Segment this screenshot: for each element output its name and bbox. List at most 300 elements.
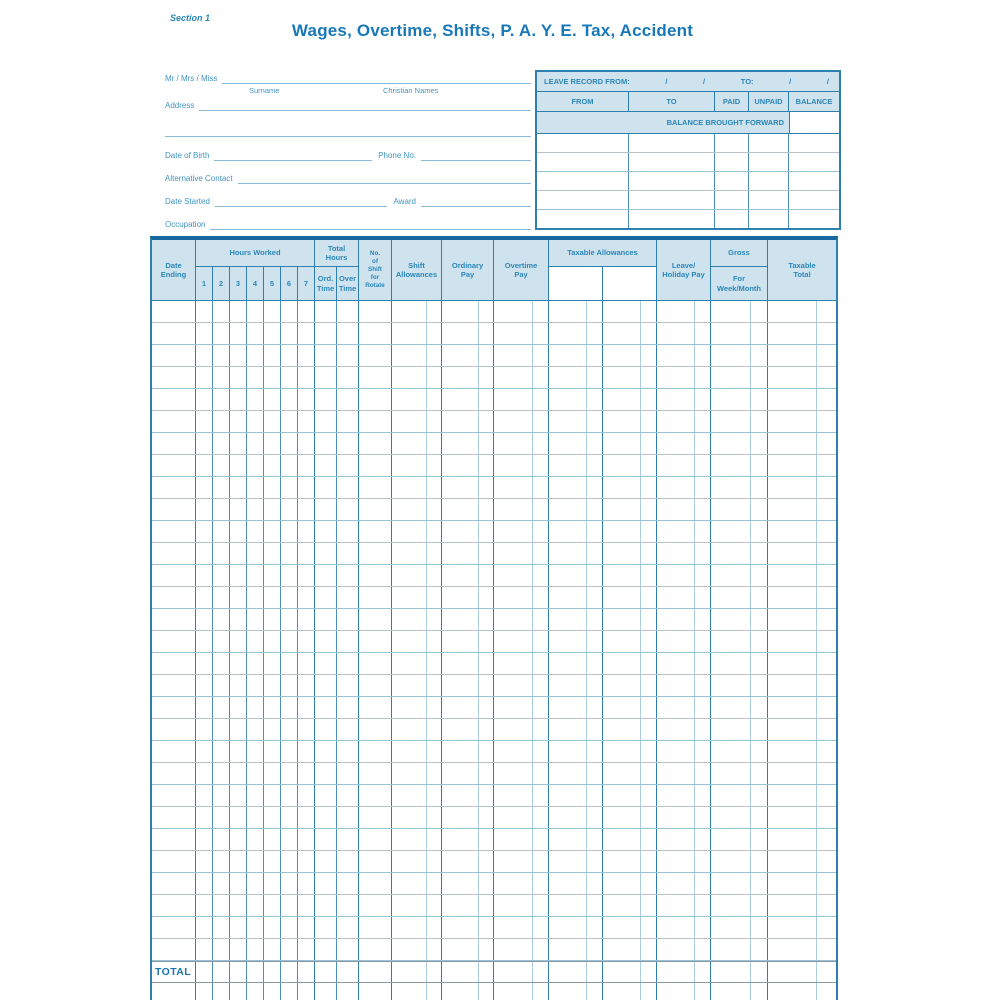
- body-cell-total-hours[interactable]: [315, 807, 337, 828]
- body-cell-date-ending[interactable]: [152, 433, 196, 454]
- body-cell-hours-worked[interactable]: [247, 631, 264, 652]
- body-cell-hours-worked[interactable]: [213, 719, 230, 740]
- body-cell-hours-worked[interactable]: [298, 741, 315, 762]
- body-cell-hours-worked[interactable]: [247, 719, 264, 740]
- body-cell-hours-worked[interactable]: [264, 829, 281, 850]
- body-cell-taxable-total[interactable]: [768, 895, 836, 916]
- total-cell-hours-worked[interactable]: [247, 962, 264, 982]
- body-cell-taxable-allowances[interactable]: [549, 521, 603, 542]
- leave-record-cell[interactable]: [715, 172, 749, 190]
- body-cell-shift-number[interactable]: [359, 323, 392, 344]
- body-cell-leave-holiday-pay[interactable]: [657, 983, 711, 1000]
- body-cell-hours-worked[interactable]: [213, 345, 230, 366]
- body-cell-total-hours[interactable]: [337, 631, 359, 652]
- body-cell-hours-worked[interactable]: [264, 807, 281, 828]
- body-cell-shift-number[interactable]: [359, 565, 392, 586]
- body-cell-shift-number[interactable]: [359, 587, 392, 608]
- body-cell-hours-worked[interactable]: [247, 785, 264, 806]
- body-cell-ordinary-pay[interactable]: [442, 763, 494, 784]
- body-cell-date-ending[interactable]: [152, 477, 196, 498]
- body-cell-taxable-total[interactable]: [768, 719, 836, 740]
- body-cell-total-hours[interactable]: [337, 389, 359, 410]
- award-field[interactable]: [421, 196, 531, 207]
- body-cell-gross[interactable]: [711, 895, 768, 916]
- body-cell-ordinary-pay[interactable]: [442, 455, 494, 476]
- balance-brought-forward-cell[interactable]: [789, 112, 839, 133]
- body-cell-hours-worked[interactable]: [264, 389, 281, 410]
- total-cell-hours-worked[interactable]: [281, 962, 298, 982]
- body-cell-hours-worked[interactable]: [230, 301, 247, 322]
- body-cell-ordinary-pay[interactable]: [442, 345, 494, 366]
- body-cell-hours-worked[interactable]: [298, 411, 315, 432]
- body-cell-shift-number[interactable]: [359, 499, 392, 520]
- body-cell-date-ending[interactable]: [152, 697, 196, 718]
- body-cell-hours-worked[interactable]: [264, 785, 281, 806]
- body-cell-hours-worked[interactable]: [213, 433, 230, 454]
- body-cell-hours-worked[interactable]: [196, 609, 213, 630]
- leave-record-cell[interactable]: [629, 153, 715, 171]
- body-cell-hours-worked[interactable]: [213, 763, 230, 784]
- body-cell-total-hours[interactable]: [337, 499, 359, 520]
- body-cell-taxable-allowances[interactable]: [549, 807, 603, 828]
- body-cell-taxable-total[interactable]: [768, 983, 836, 1000]
- body-cell-leave-holiday-pay[interactable]: [657, 675, 711, 696]
- body-cell-hours-worked[interactable]: [298, 719, 315, 740]
- body-cell-taxable-total[interactable]: [768, 675, 836, 696]
- body-cell-overtime-pay[interactable]: [494, 323, 549, 344]
- body-cell-total-hours[interactable]: [337, 917, 359, 938]
- body-cell-hours-worked[interactable]: [230, 411, 247, 432]
- total-cell-hours-worked[interactable]: [213, 962, 230, 982]
- body-cell-hours-worked[interactable]: [298, 565, 315, 586]
- body-cell-taxable-allowances[interactable]: [549, 939, 603, 960]
- total-cell-total-hours[interactable]: [315, 962, 337, 982]
- body-cell-hours-worked[interactable]: [281, 675, 298, 696]
- body-cell-taxable-allowances[interactable]: [603, 411, 657, 432]
- body-cell-shift-number[interactable]: [359, 477, 392, 498]
- body-cell-hours-worked[interactable]: [196, 697, 213, 718]
- body-cell-hours-worked[interactable]: [213, 829, 230, 850]
- body-cell-shift-allowances[interactable]: [392, 807, 442, 828]
- total-cell-date-ending[interactable]: [152, 962, 196, 982]
- body-cell-hours-worked[interactable]: [196, 741, 213, 762]
- body-cell-total-hours[interactable]: [315, 323, 337, 344]
- body-cell-taxable-total[interactable]: [768, 939, 836, 960]
- leave-record-cell[interactable]: [537, 172, 629, 190]
- body-cell-hours-worked[interactable]: [247, 543, 264, 564]
- total-cell-taxable-allowances[interactable]: [603, 962, 657, 982]
- body-cell-overtime-pay[interactable]: [494, 983, 549, 1000]
- body-cell-taxable-allowances[interactable]: [549, 785, 603, 806]
- leave-record-cell[interactable]: [749, 191, 789, 209]
- body-cell-overtime-pay[interactable]: [494, 433, 549, 454]
- body-cell-shift-number[interactable]: [359, 851, 392, 872]
- leave-record-cell[interactable]: [629, 191, 715, 209]
- body-cell-hours-worked[interactable]: [298, 477, 315, 498]
- body-cell-shift-allowances[interactable]: [392, 411, 442, 432]
- body-cell-hours-worked[interactable]: [196, 543, 213, 564]
- body-cell-hours-worked[interactable]: [298, 917, 315, 938]
- body-cell-total-hours[interactable]: [315, 433, 337, 454]
- body-cell-shift-number[interactable]: [359, 521, 392, 542]
- body-cell-shift-allowances[interactable]: [392, 543, 442, 564]
- body-cell-taxable-allowances[interactable]: [549, 763, 603, 784]
- body-cell-hours-worked[interactable]: [247, 807, 264, 828]
- body-cell-shift-allowances[interactable]: [392, 785, 442, 806]
- body-cell-taxable-allowances[interactable]: [603, 389, 657, 410]
- body-cell-hours-worked[interactable]: [247, 477, 264, 498]
- body-cell-taxable-allowances[interactable]: [549, 741, 603, 762]
- body-cell-total-hours[interactable]: [315, 631, 337, 652]
- body-cell-hours-worked[interactable]: [247, 433, 264, 454]
- body-cell-leave-holiday-pay[interactable]: [657, 521, 711, 542]
- total-cell-hours-worked[interactable]: [196, 962, 213, 982]
- body-cell-hours-worked[interactable]: [213, 455, 230, 476]
- body-cell-hours-worked[interactable]: [213, 917, 230, 938]
- body-cell-gross[interactable]: [711, 499, 768, 520]
- body-cell-ordinary-pay[interactable]: [442, 895, 494, 916]
- body-cell-hours-worked[interactable]: [213, 411, 230, 432]
- body-cell-hours-worked[interactable]: [281, 697, 298, 718]
- body-cell-hours-worked[interactable]: [230, 873, 247, 894]
- body-cell-gross[interactable]: [711, 367, 768, 388]
- body-cell-hours-worked[interactable]: [247, 411, 264, 432]
- body-cell-date-ending[interactable]: [152, 939, 196, 960]
- body-cell-hours-worked[interactable]: [264, 543, 281, 564]
- body-cell-ordinary-pay[interactable]: [442, 807, 494, 828]
- body-cell-hours-worked[interactable]: [298, 851, 315, 872]
- body-cell-hours-worked[interactable]: [281, 411, 298, 432]
- body-cell-hours-worked[interactable]: [264, 763, 281, 784]
- body-cell-hours-worked[interactable]: [281, 829, 298, 850]
- body-cell-taxable-allowances[interactable]: [603, 477, 657, 498]
- body-cell-taxable-total[interactable]: [768, 367, 836, 388]
- body-cell-taxable-allowances[interactable]: [549, 455, 603, 476]
- body-cell-date-ending[interactable]: [152, 521, 196, 542]
- body-cell-overtime-pay[interactable]: [494, 631, 549, 652]
- body-cell-taxable-allowances[interactable]: [549, 345, 603, 366]
- body-cell-ordinary-pay[interactable]: [442, 983, 494, 1000]
- body-cell-hours-worked[interactable]: [230, 939, 247, 960]
- body-cell-overtime-pay[interactable]: [494, 411, 549, 432]
- body-cell-hours-worked[interactable]: [196, 675, 213, 696]
- body-cell-gross[interactable]: [711, 543, 768, 564]
- body-cell-overtime-pay[interactable]: [494, 851, 549, 872]
- body-cell-hours-worked[interactable]: [196, 983, 213, 1000]
- leave-record-cell[interactable]: [749, 172, 789, 190]
- header-sub-blank[interactable]: [603, 267, 656, 300]
- body-cell-hours-worked[interactable]: [230, 719, 247, 740]
- body-cell-leave-holiday-pay[interactable]: [657, 367, 711, 388]
- body-cell-hours-worked[interactable]: [264, 411, 281, 432]
- body-cell-hours-worked[interactable]: [298, 939, 315, 960]
- body-cell-shift-number[interactable]: [359, 389, 392, 410]
- body-cell-hours-worked[interactable]: [298, 829, 315, 850]
- body-cell-taxable-allowances[interactable]: [603, 763, 657, 784]
- body-cell-hours-worked[interactable]: [298, 609, 315, 630]
- body-cell-hours-worked[interactable]: [196, 873, 213, 894]
- body-cell-taxable-allowances[interactable]: [603, 697, 657, 718]
- total-cell-hours-worked[interactable]: [230, 962, 247, 982]
- body-cell-hours-worked[interactable]: [247, 653, 264, 674]
- body-cell-hours-worked[interactable]: [247, 697, 264, 718]
- body-cell-hours-worked[interactable]: [281, 939, 298, 960]
- body-cell-taxable-total[interactable]: [768, 543, 836, 564]
- body-cell-overtime-pay[interactable]: [494, 917, 549, 938]
- body-cell-ordinary-pay[interactable]: [442, 829, 494, 850]
- body-cell-total-hours[interactable]: [315, 719, 337, 740]
- body-cell-hours-worked[interactable]: [264, 455, 281, 476]
- body-cell-hours-worked[interactable]: [281, 741, 298, 762]
- body-cell-date-ending[interactable]: [152, 741, 196, 762]
- body-cell-total-hours[interactable]: [315, 499, 337, 520]
- body-cell-hours-worked[interactable]: [196, 521, 213, 542]
- body-cell-taxable-allowances[interactable]: [549, 917, 603, 938]
- body-cell-hours-worked[interactable]: [230, 763, 247, 784]
- body-cell-hours-worked[interactable]: [247, 521, 264, 542]
- body-cell-taxable-total[interactable]: [768, 477, 836, 498]
- body-cell-total-hours[interactable]: [315, 543, 337, 564]
- body-cell-hours-worked[interactable]: [196, 455, 213, 476]
- body-cell-hours-worked[interactable]: [230, 543, 247, 564]
- body-cell-hours-worked[interactable]: [298, 455, 315, 476]
- body-cell-overtime-pay[interactable]: [494, 719, 549, 740]
- body-cell-taxable-allowances[interactable]: [549, 609, 603, 630]
- body-cell-ordinary-pay[interactable]: [442, 697, 494, 718]
- body-cell-shift-number[interactable]: [359, 741, 392, 762]
- dob-field[interactable]: [214, 150, 372, 161]
- body-cell-shift-number[interactable]: [359, 455, 392, 476]
- body-cell-hours-worked[interactable]: [298, 697, 315, 718]
- body-cell-ordinary-pay[interactable]: [442, 675, 494, 696]
- body-cell-total-hours[interactable]: [337, 609, 359, 630]
- body-cell-total-hours[interactable]: [315, 939, 337, 960]
- body-cell-date-ending[interactable]: [152, 719, 196, 740]
- body-cell-total-hours[interactable]: [315, 389, 337, 410]
- body-cell-total-hours[interactable]: [337, 873, 359, 894]
- body-cell-leave-holiday-pay[interactable]: [657, 719, 711, 740]
- body-cell-total-hours[interactable]: [315, 455, 337, 476]
- body-cell-hours-worked[interactable]: [196, 389, 213, 410]
- body-cell-taxable-allowances[interactable]: [603, 829, 657, 850]
- body-cell-hours-worked[interactable]: [230, 851, 247, 872]
- leave-record-cell[interactable]: [789, 191, 839, 209]
- body-cell-total-hours[interactable]: [315, 763, 337, 784]
- body-cell-shift-allowances[interactable]: [392, 521, 442, 542]
- body-cell-hours-worked[interactable]: [196, 323, 213, 344]
- body-cell-hours-worked[interactable]: [264, 499, 281, 520]
- body-cell-total-hours[interactable]: [337, 587, 359, 608]
- body-cell-hours-worked[interactable]: [298, 389, 315, 410]
- body-cell-leave-holiday-pay[interactable]: [657, 455, 711, 476]
- body-cell-overtime-pay[interactable]: [494, 345, 549, 366]
- body-cell-total-hours[interactable]: [337, 829, 359, 850]
- body-cell-hours-worked[interactable]: [213, 895, 230, 916]
- body-cell-hours-worked[interactable]: [196, 631, 213, 652]
- body-cell-overtime-pay[interactable]: [494, 543, 549, 564]
- date-started-field[interactable]: [215, 196, 388, 207]
- body-cell-hours-worked[interactable]: [213, 565, 230, 586]
- body-cell-hours-worked[interactable]: [196, 301, 213, 322]
- body-cell-taxable-total[interactable]: [768, 807, 836, 828]
- body-cell-total-hours[interactable]: [337, 719, 359, 740]
- leave-record-cell[interactable]: [715, 210, 749, 228]
- body-cell-overtime-pay[interactable]: [494, 675, 549, 696]
- body-cell-hours-worked[interactable]: [281, 345, 298, 366]
- body-cell-hours-worked[interactable]: [247, 609, 264, 630]
- body-cell-total-hours[interactable]: [337, 697, 359, 718]
- body-cell-hours-worked[interactable]: [264, 653, 281, 674]
- body-cell-hours-worked[interactable]: [230, 697, 247, 718]
- body-cell-leave-holiday-pay[interactable]: [657, 851, 711, 872]
- body-cell-hours-worked[interactable]: [264, 851, 281, 872]
- leave-record-cell[interactable]: [749, 134, 789, 152]
- leave-record-cell[interactable]: [789, 172, 839, 190]
- body-cell-hours-worked[interactable]: [230, 521, 247, 542]
- body-cell-hours-worked[interactable]: [298, 807, 315, 828]
- body-cell-hours-worked[interactable]: [247, 917, 264, 938]
- body-cell-taxable-allowances[interactable]: [549, 367, 603, 388]
- body-cell-hours-worked[interactable]: [196, 367, 213, 388]
- body-cell-hours-worked[interactable]: [196, 565, 213, 586]
- body-cell-taxable-allowances[interactable]: [549, 389, 603, 410]
- body-cell-leave-holiday-pay[interactable]: [657, 895, 711, 916]
- total-cell-hours-worked[interactable]: [264, 962, 281, 982]
- body-cell-taxable-allowances[interactable]: [549, 719, 603, 740]
- body-cell-shift-number[interactable]: [359, 785, 392, 806]
- body-cell-total-hours[interactable]: [315, 301, 337, 322]
- body-cell-shift-allowances[interactable]: [392, 323, 442, 344]
- body-cell-overtime-pay[interactable]: [494, 807, 549, 828]
- alt-contact-field[interactable]: [238, 173, 531, 184]
- body-cell-gross[interactable]: [711, 719, 768, 740]
- body-cell-gross[interactable]: [711, 983, 768, 1000]
- body-cell-ordinary-pay[interactable]: [442, 851, 494, 872]
- body-cell-overtime-pay[interactable]: [494, 499, 549, 520]
- body-cell-shift-allowances[interactable]: [392, 675, 442, 696]
- body-cell-taxable-total[interactable]: [768, 697, 836, 718]
- total-cell-overtime-pay[interactable]: [494, 962, 549, 982]
- body-cell-leave-holiday-pay[interactable]: [657, 587, 711, 608]
- body-cell-taxable-allowances[interactable]: [603, 895, 657, 916]
- total-cell-taxable-total[interactable]: [768, 962, 836, 982]
- body-cell-gross[interactable]: [711, 433, 768, 454]
- body-cell-overtime-pay[interactable]: [494, 939, 549, 960]
- body-cell-total-hours[interactable]: [337, 455, 359, 476]
- body-cell-taxable-allowances[interactable]: [549, 301, 603, 322]
- body-cell-hours-worked[interactable]: [247, 741, 264, 762]
- body-cell-hours-worked[interactable]: [213, 807, 230, 828]
- body-cell-leave-holiday-pay[interactable]: [657, 763, 711, 784]
- body-cell-shift-allowances[interactable]: [392, 741, 442, 762]
- body-cell-ordinary-pay[interactable]: [442, 939, 494, 960]
- body-cell-hours-worked[interactable]: [281, 587, 298, 608]
- body-cell-taxable-allowances[interactable]: [603, 543, 657, 564]
- body-cell-gross[interactable]: [711, 477, 768, 498]
- body-cell-hours-worked[interactable]: [298, 785, 315, 806]
- body-cell-hours-worked[interactable]: [281, 895, 298, 916]
- body-cell-date-ending[interactable]: [152, 367, 196, 388]
- body-cell-shift-allowances[interactable]: [392, 697, 442, 718]
- body-cell-total-hours[interactable]: [315, 917, 337, 938]
- body-cell-taxable-total[interactable]: [768, 499, 836, 520]
- body-cell-taxable-allowances[interactable]: [603, 785, 657, 806]
- body-cell-shift-allowances[interactable]: [392, 367, 442, 388]
- body-cell-hours-worked[interactable]: [281, 301, 298, 322]
- body-cell-overtime-pay[interactable]: [494, 301, 549, 322]
- body-cell-shift-allowances[interactable]: [392, 433, 442, 454]
- leave-record-cell[interactable]: [789, 210, 839, 228]
- body-cell-date-ending[interactable]: [152, 565, 196, 586]
- body-cell-taxable-allowances[interactable]: [603, 851, 657, 872]
- body-cell-gross[interactable]: [711, 851, 768, 872]
- body-cell-ordinary-pay[interactable]: [442, 521, 494, 542]
- total-cell-hours-worked[interactable]: [298, 962, 315, 982]
- body-cell-hours-worked[interactable]: [264, 323, 281, 344]
- body-cell-hours-worked[interactable]: [298, 675, 315, 696]
- body-cell-hours-worked[interactable]: [213, 653, 230, 674]
- body-cell-hours-worked[interactable]: [298, 543, 315, 564]
- body-cell-leave-holiday-pay[interactable]: [657, 807, 711, 828]
- body-cell-taxable-allowances[interactable]: [549, 895, 603, 916]
- body-cell-taxable-allowances[interactable]: [603, 917, 657, 938]
- leave-record-cell[interactable]: [789, 153, 839, 171]
- body-cell-leave-holiday-pay[interactable]: [657, 917, 711, 938]
- body-cell-taxable-allowances[interactable]: [549, 675, 603, 696]
- body-cell-taxable-allowances[interactable]: [603, 675, 657, 696]
- body-cell-total-hours[interactable]: [315, 609, 337, 630]
- body-cell-leave-holiday-pay[interactable]: [657, 323, 711, 344]
- body-cell-total-hours[interactable]: [337, 895, 359, 916]
- body-cell-total-hours[interactable]: [337, 477, 359, 498]
- body-cell-total-hours[interactable]: [315, 895, 337, 916]
- body-cell-date-ending[interactable]: [152, 785, 196, 806]
- total-cell-taxable-allowances[interactable]: [549, 962, 603, 982]
- body-cell-overtime-pay[interactable]: [494, 873, 549, 894]
- body-cell-hours-worked[interactable]: [230, 455, 247, 476]
- body-cell-hours-worked[interactable]: [213, 851, 230, 872]
- body-cell-overtime-pay[interactable]: [494, 565, 549, 586]
- body-cell-hours-worked[interactable]: [298, 345, 315, 366]
- body-cell-taxable-total[interactable]: [768, 565, 836, 586]
- body-cell-leave-holiday-pay[interactable]: [657, 477, 711, 498]
- body-cell-shift-number[interactable]: [359, 917, 392, 938]
- body-cell-date-ending[interactable]: [152, 301, 196, 322]
- body-cell-hours-worked[interactable]: [264, 983, 281, 1000]
- body-cell-hours-worked[interactable]: [196, 939, 213, 960]
- body-cell-gross[interactable]: [711, 653, 768, 674]
- body-cell-shift-number[interactable]: [359, 807, 392, 828]
- body-cell-hours-worked[interactable]: [196, 785, 213, 806]
- body-cell-hours-worked[interactable]: [264, 741, 281, 762]
- body-cell-gross[interactable]: [711, 939, 768, 960]
- body-cell-hours-worked[interactable]: [281, 653, 298, 674]
- body-cell-shift-number[interactable]: [359, 675, 392, 696]
- body-cell-hours-worked[interactable]: [213, 675, 230, 696]
- body-cell-leave-holiday-pay[interactable]: [657, 565, 711, 586]
- body-cell-hours-worked[interactable]: [213, 543, 230, 564]
- body-cell-gross[interactable]: [711, 411, 768, 432]
- body-cell-hours-worked[interactable]: [247, 851, 264, 872]
- body-cell-ordinary-pay[interactable]: [442, 411, 494, 432]
- body-cell-hours-worked[interactable]: [247, 939, 264, 960]
- body-cell-hours-worked[interactable]: [264, 433, 281, 454]
- body-cell-taxable-allowances[interactable]: [603, 741, 657, 762]
- total-cell-leave-holiday-pay[interactable]: [657, 962, 711, 982]
- body-cell-taxable-allowances[interactable]: [549, 631, 603, 652]
- body-cell-ordinary-pay[interactable]: [442, 631, 494, 652]
- body-cell-gross[interactable]: [711, 631, 768, 652]
